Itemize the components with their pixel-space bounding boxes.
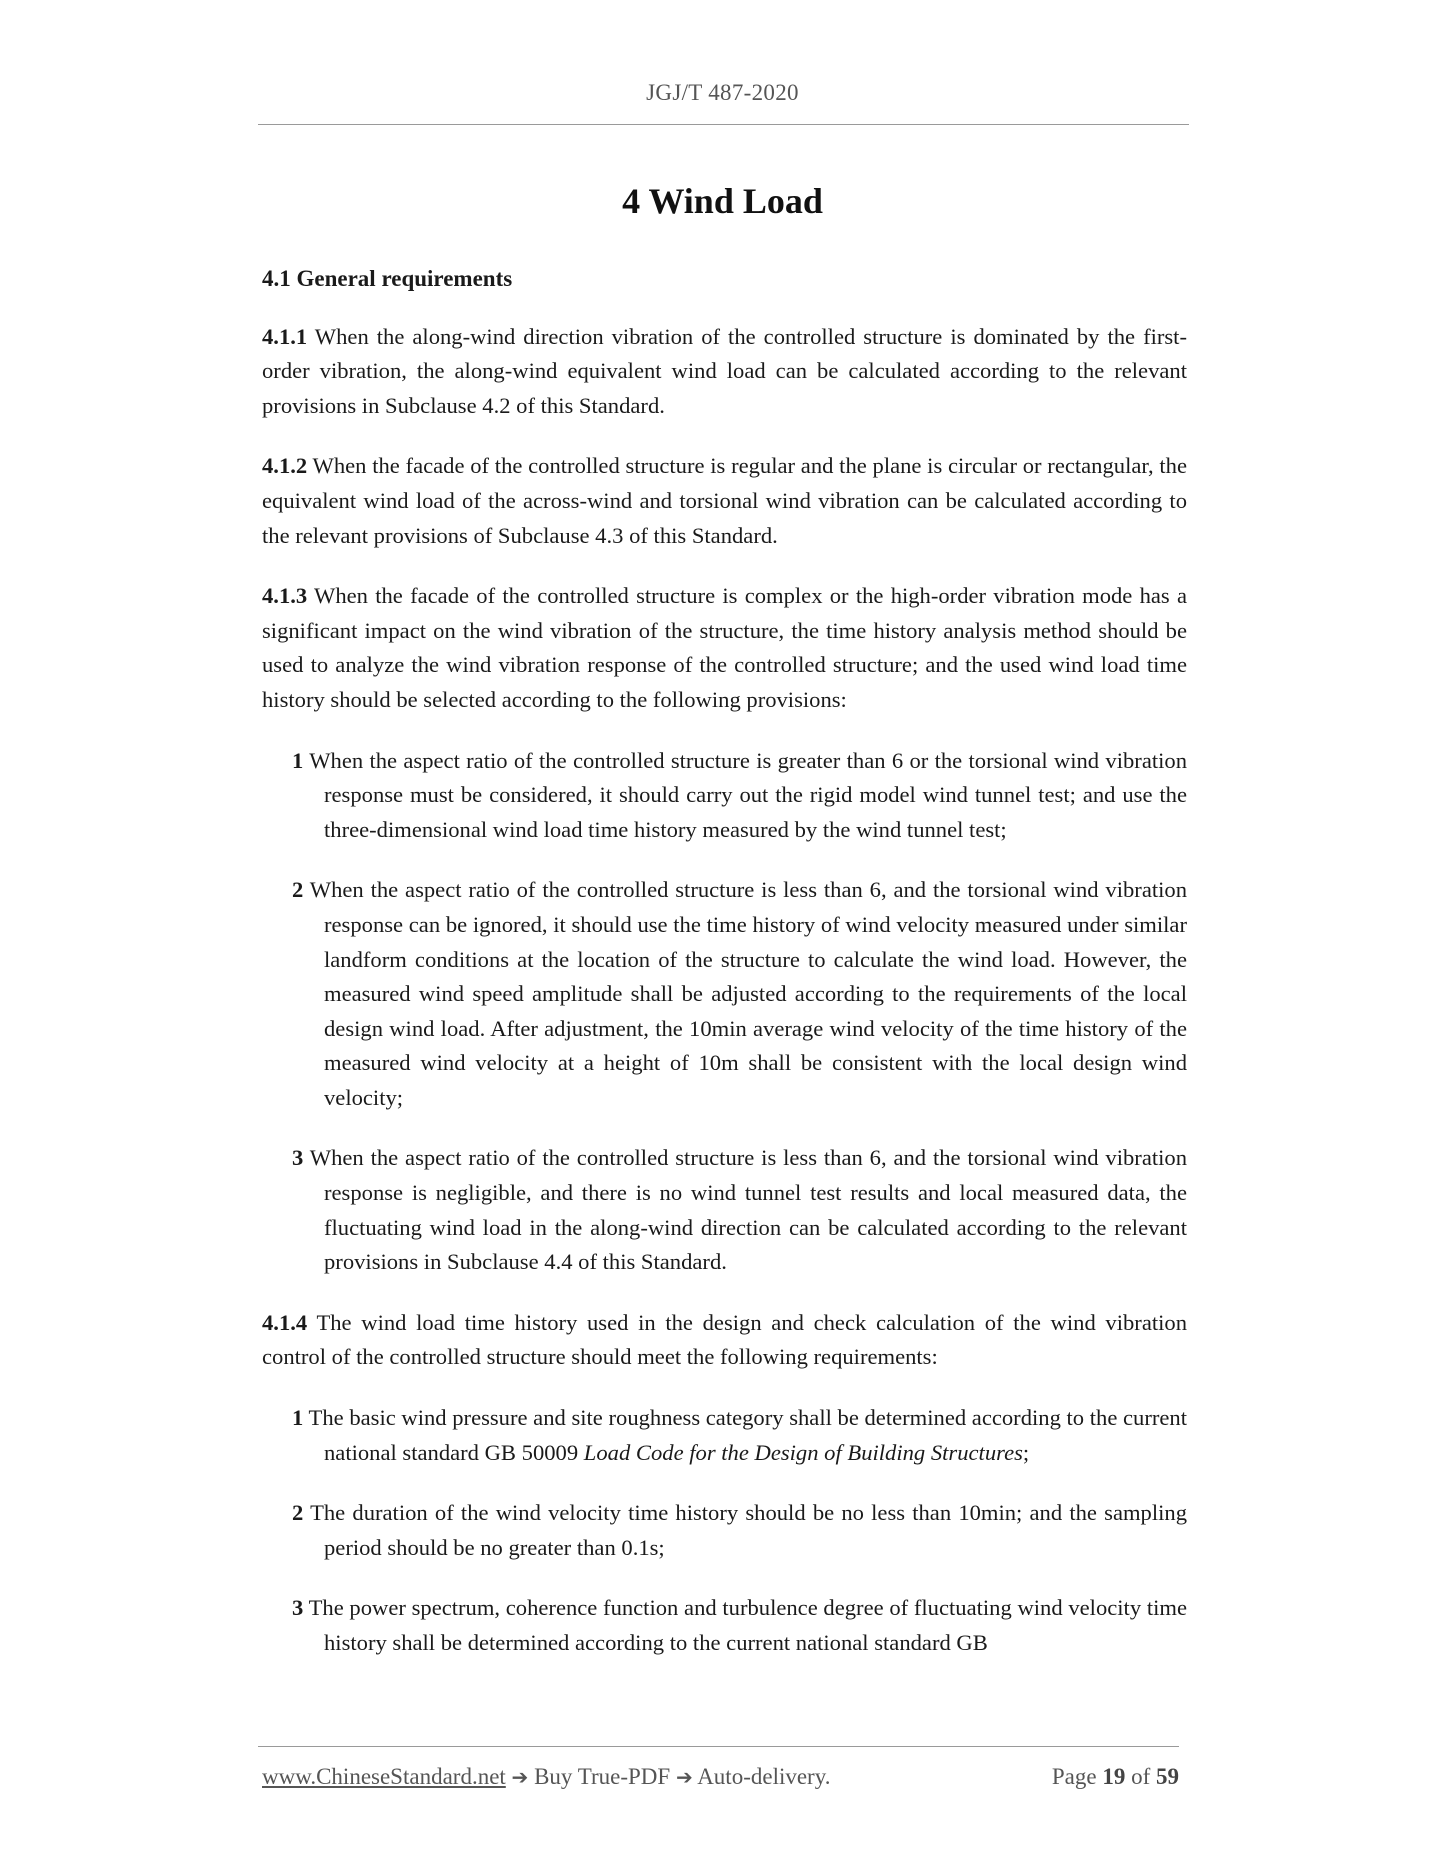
item-number: 3 <box>292 1595 304 1621</box>
header-divider <box>258 124 1189 125</box>
item-number: 1 <box>292 747 304 773</box>
list-item <box>262 873 1187 1115</box>
clause-number: 4.1.1 <box>262 323 308 349</box>
current-page-number: 19 <box>1102 1764 1126 1789</box>
item-number: 3 <box>292 1145 304 1171</box>
arrow-right-icon: ➔ <box>675 1765 693 1789</box>
item-text: When the aspect ratio of the controlled structure is greater than 6 or the torsional wind vibration response must be considered, it should carry out the rigid model wind tunnel test; and use the three-dimensional wind load time history measured by the wind tunnel test; <box>303 747 1187 842</box>
list-item <box>262 1591 1187 1660</box>
list-item <box>262 1141 1187 1279</box>
clause-4-1-3 <box>262 579 1187 717</box>
delivery-text: Auto-delivery. <box>692 1764 831 1789</box>
item-text: The basic wind pressure and site roughness category shall be determined according to the current national standard GB 50009 <box>303 1405 1187 1465</box>
clause-4-1-1 <box>262 320 1187 424</box>
list-item <box>262 1496 1187 1565</box>
clause-text: When the along-wind direction vibration of the controlled structure is dominated by the first-order vibration, the along-wind equivalent wind load can be calculated according to the relevant provisions in Subclause 4.2 of this Standard. <box>262 323 1187 418</box>
item-text: The power spectrum, coherence function and turbulence degree of fluctuating wind velocity time history shall be determined according to the current national standard GB <box>303 1595 1187 1655</box>
total-page-count: 59 <box>1156 1764 1179 1789</box>
list-item <box>262 744 1187 848</box>
clause-4-1-4 <box>262 1306 1187 1375</box>
list-item <box>262 1401 1187 1470</box>
clause-4-1-2 <box>262 449 1187 553</box>
arrow-right-icon: ➔ <box>511 1765 529 1789</box>
clause-number: 4.1.3 <box>262 583 308 609</box>
clause-text: When the facade of the controlled structure is regular and the plane is circular or rectangular, the equivalent wind load of the across-wind and torsional wind vibration can be calculated according to the relevant provisions of Subclause 4.3 of this Standard. <box>262 453 1187 548</box>
buy-text: Buy True-PDF <box>528 1764 676 1789</box>
page-indicator <box>1052 1764 1179 1790</box>
clause-text: The wind load time history used in the design and check calculation of the wind vibration control of the controlled structure should meet the following requirements: <box>262 1309 1187 1370</box>
running-header: JGJ/T 487-2020 <box>646 80 799 105</box>
standard-title: Load Code for the Design of Building Structures <box>583 1439 1023 1465</box>
clause-text: When the facade of the controlled structure is complex or the high-order vibration mode has a significant impact on the wind vibration of the structure, the time history analysis method should be used to analyze the wind vibration response of the controlled structure; and the used wind load time history should be selected according to the following provisions: <box>262 583 1187 712</box>
item-text: When the aspect ratio of the controlled structure is less than 6, and the torsional wind vibration response is negligible, and there is no wind tunnel test results and local measured data, the fluctuating wind load in the along-wind direction can be calculated according to the relevant provisions in Subclause 4.4 of this Standard. <box>303 1145 1187 1275</box>
item-number: 1 <box>292 1405 304 1431</box>
footer-promo <box>262 1764 830 1790</box>
footer-divider <box>258 1746 1179 1747</box>
item-text-end: ; <box>1022 1439 1030 1465</box>
of-label: of <box>1125 1764 1156 1789</box>
website-link[interactable]: www.ChineseStandard.net <box>262 1764 506 1789</box>
document-body <box>262 262 1187 1687</box>
clause-number: 4.1.2 <box>262 453 308 479</box>
section-title: 4.1 General requirements <box>262 266 513 291</box>
item-text: When the aspect ratio of the controlled structure is less than 6, and the torsional wind vibration response can be ignored, it should use the time history of wind velocity measured under similar landform conditions at the location of the structure to calculate the wind load. However, the measured wind speed amplitude shall be adjusted according to the requirements of the local design wind load. After adjustment, the 10min average wind velocity of the time history of the measured wind velocity at a height of 10m shall be consistent with the local design wind velocity; <box>303 877 1187 1110</box>
clause-number: 4.1.4 <box>262 1309 308 1335</box>
item-number: 2 <box>292 1500 304 1526</box>
chapter-title: 4 Wind Load <box>622 181 823 221</box>
item-text: The duration of the wind velocity time history should be no less than 10min; and the sampling period should be no greater than 0.1s; <box>303 1500 1187 1560</box>
item-number: 2 <box>292 877 304 903</box>
page-label: Page <box>1051 1764 1103 1789</box>
